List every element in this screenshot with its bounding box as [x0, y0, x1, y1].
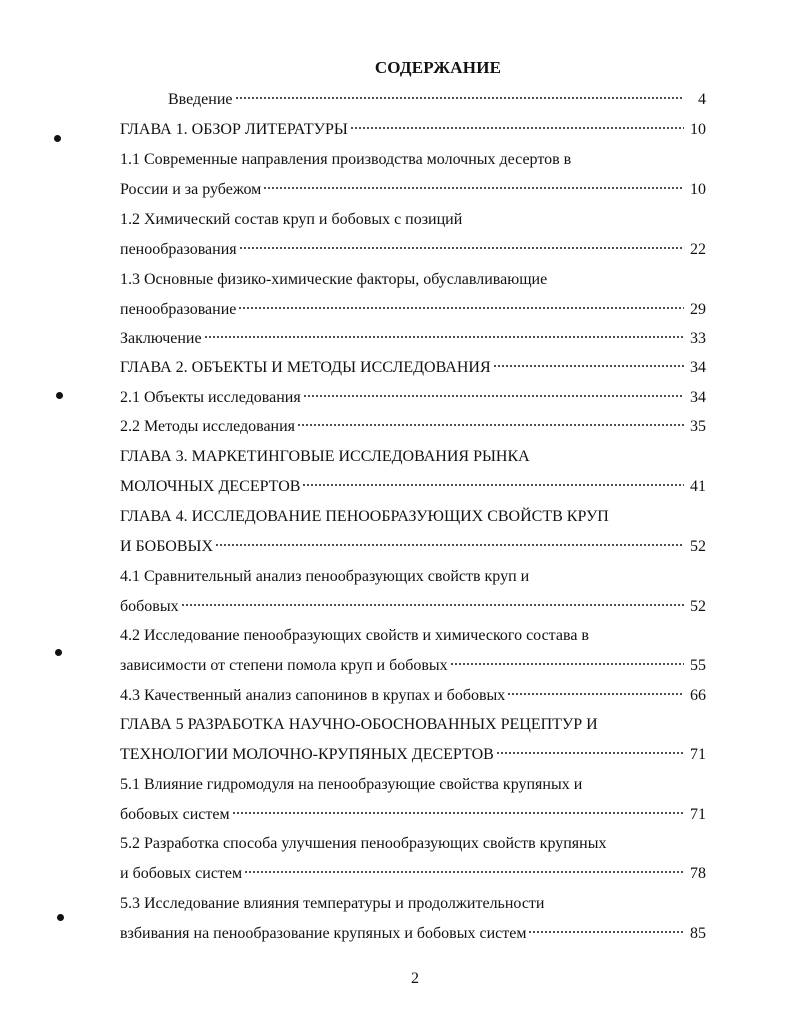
toc-entry-page: 71: [690, 746, 706, 763]
toc-entry-page: 10: [690, 121, 706, 138]
margin-dot: [57, 914, 64, 921]
toc-entry-5-1-line1: [120, 771, 706, 799]
toc-entry-page: 71: [690, 806, 706, 823]
toc-entry-text: России и за рубежом: [120, 181, 262, 198]
dot-leader: [303, 394, 684, 398]
toc-entry-text: зависимости от степени помола круп и бобовых: [120, 657, 448, 674]
toc-entry-text: 1.2 Химический состав круп и бобовых с позиций: [120, 211, 463, 228]
toc-entry-text: 2.2 Методы исследования: [120, 418, 296, 435]
toc-entry-1-2-line2: [120, 236, 706, 264]
page-number: 2: [411, 970, 419, 987]
toc-entry-page: 4: [698, 91, 706, 108]
toc-entry-page: 41: [690, 478, 706, 495]
toc-entry-page: 34: [690, 389, 706, 406]
dot-leader: [238, 306, 684, 310]
toc-entry-text: ГЛАВА 4. ИССЛЕДОВАНИЕ ПЕНООБРАЗУЮЩИХ СВОЙСТВ КРУП: [120, 508, 609, 525]
dot-leader: [181, 603, 684, 607]
dot-leader: [232, 811, 684, 815]
toc-entry-text: бобовых: [120, 598, 179, 615]
toc-entry-page: 33: [690, 330, 706, 347]
margin-dot: [54, 135, 61, 142]
dot-leader: [235, 96, 685, 100]
toc-entry-text: ГЛАВА 2. ОБЪЕКТЫ И МЕТОДЫ ИССЛЕДОВАНИЯ: [120, 359, 491, 376]
toc-entry-text: ТЕХНОЛОГИИ МОЛОЧНО-КРУПЯНЫХ ДЕСЕРТОВ: [120, 746, 494, 763]
toc-entry-page: 52: [690, 598, 706, 615]
dot-leader: [450, 662, 684, 666]
toc-entry-text: 5.3 Исследование влияния температуры и продолжительности: [120, 895, 545, 912]
toc-entry-4-2-line1: [120, 622, 706, 650]
toc-entry-page: 29: [690, 301, 706, 318]
dot-leader: [239, 246, 684, 250]
toc-entry-4-2-line2: [120, 652, 706, 680]
toc-entry-chapter-1: [120, 116, 706, 144]
dot-leader: [507, 692, 684, 696]
toc-entry-page: 85: [690, 925, 706, 942]
margin-dot: [56, 392, 63, 399]
toc-entry-page: 52: [690, 538, 706, 555]
dot-leader: [496, 751, 684, 755]
toc-entry-chapter-4-line2: [120, 533, 706, 561]
dot-leader: [204, 335, 684, 339]
toc-entry-text: Заключение: [120, 330, 202, 347]
toc-entry-text: И БОБОВЫХ: [120, 538, 213, 555]
toc-entry-4-1-line1: [120, 563, 706, 591]
toc-entry-2-2: [120, 413, 706, 441]
toc-entry-text: 4.1 Сравнительный анализ пенообразующих свойств круп и: [120, 568, 530, 585]
toc-entry-5-3-line2: [120, 920, 706, 948]
dot-leader: [528, 930, 684, 934]
toc-entry-text: 5.1 Влияние гидромодуля на пенообразующие свойства крупяных и: [120, 776, 583, 793]
toc-entry-text: пенообразование: [120, 301, 237, 318]
toc-entry-chapter-5-line2: [120, 741, 706, 769]
toc-entry-page: 78: [690, 865, 706, 882]
toc-entry-introduction: [168, 86, 706, 114]
toc-entry-5-1-line2: [120, 801, 706, 829]
toc-entry-page: 35: [690, 418, 706, 435]
toc-entry-text: пенообразования: [120, 241, 237, 258]
toc-entry-5-3-line1: [120, 890, 706, 918]
toc-entry-page: 10: [690, 181, 706, 198]
dot-leader: [493, 364, 684, 368]
toc-entry-text: 1.3 Основные физико-химические факторы, обуславливающие: [120, 271, 548, 288]
toc-entry-2-1: [120, 384, 706, 412]
toc-title: СОДЕРЖАНИЕ: [374, 58, 502, 77]
toc-entry-chapter-4-line1: [120, 503, 706, 531]
toc-entry-text: 4.2 Исследование пенообразующих свойств и химического состава в: [120, 627, 589, 644]
toc-entry-page: 34: [690, 359, 706, 376]
toc-entry-text: 4.3 Качественный анализ сапонинов в крупах и бобовых: [120, 687, 506, 704]
margin-dot: [55, 649, 62, 656]
toc-entry-1-3-line2: [120, 296, 706, 324]
toc-entry-page: 66: [690, 687, 706, 704]
toc-entry-1-3-line1: [120, 266, 706, 294]
toc-entry-chapter-5-line1: [120, 711, 706, 739]
toc-entry-chapter-3-line2: [120, 473, 706, 501]
toc-entry-text: МОЛОЧНЫХ ДЕСЕРТОВ: [120, 478, 301, 495]
dot-leader: [263, 186, 684, 190]
toc-entry-5-2-line1: [120, 830, 706, 858]
toc-entry-text: ГЛАВА 5 РАЗРАБОТКА НАУЧНО-ОБОСНОВАННЫХ РЕЦЕПТУР И: [120, 716, 598, 733]
toc-entry-1-2-line1: [120, 206, 706, 234]
toc-entry-chapter-3-line1: [120, 443, 706, 471]
dot-leader: [302, 483, 684, 487]
toc-entry-1-1-line1: [120, 146, 706, 174]
toc-entry-text: бобовых систем: [120, 806, 230, 823]
dot-leader: [244, 870, 684, 874]
toc-entry-conclusion: [120, 325, 706, 353]
toc-entry-1-1-line2: [120, 176, 706, 204]
toc-entry-chapter-2: [120, 354, 706, 382]
toc-entry-text: 5.2 Разработка способа улучшения пенообразующих свойств крупяных: [120, 835, 607, 852]
toc-entry-page: 22: [690, 241, 706, 258]
dot-leader: [215, 543, 684, 547]
toc-entry-page: 55: [690, 657, 706, 674]
toc-entry-4-1-line2: [120, 593, 706, 621]
toc-entry-text: и бобовых систем: [120, 865, 243, 882]
toc-entry-text: ГЛАВА 3. МАРКЕТИНГОВЫЕ ИССЛЕДОВАНИЯ РЫНКА: [120, 448, 530, 465]
toc-entry-text: 1.1 Современные направления производства молочных десертов в: [120, 151, 572, 168]
dot-leader: [350, 126, 684, 130]
toc-entry-text: ГЛАВА 1. ОБЗОР ЛИТЕРАТУРЫ: [120, 121, 348, 138]
toc-entry-text: Введение: [168, 91, 233, 108]
toc-entry-5-2-line2: [120, 860, 706, 888]
toc-entry-text: взбивания на пенообразование крупяных и бобовых систем: [120, 925, 527, 942]
dot-leader: [297, 423, 684, 427]
toc-entry-4-3: [120, 682, 706, 710]
toc-entry-text: 2.1 Объекты исследования: [120, 389, 301, 406]
